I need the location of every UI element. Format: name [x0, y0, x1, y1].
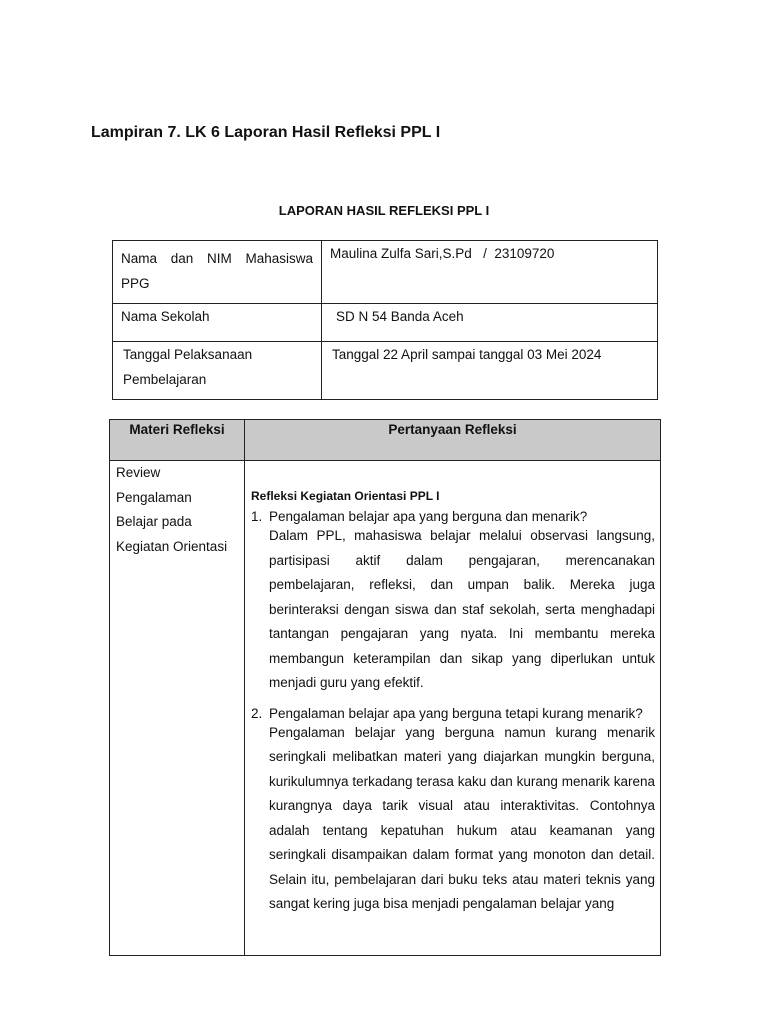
- name-label-cell: [113, 241, 322, 304]
- date-label-line2: Pembelajaran: [123, 372, 207, 387]
- section-title: Refleksi Kegiatan Orientasi PPL I: [251, 489, 440, 503]
- date-value-cell: [322, 342, 658, 400]
- question-item: [251, 706, 655, 917]
- question-text: Pengalaman belajar apa yang berguna dan menarik?: [269, 509, 588, 524]
- question-text: Pengalaman belajar apa yang berguna tetapi kurang menarik?: [269, 705, 643, 721]
- identity-table: [112, 240, 658, 400]
- table-row: [113, 342, 658, 400]
- material-line: Pengalaman: [116, 489, 192, 505]
- material-line: Kegiatan Orientasi: [116, 538, 228, 554]
- table-row: [113, 304, 658, 342]
- question-item: [251, 509, 655, 696]
- school-label: Nama Sekolah: [121, 309, 210, 324]
- material-header: Materi Refleksi: [110, 420, 245, 461]
- name-label-line1: Nama dan NIM Mahasiswa: [121, 251, 313, 266]
- date-label-cell: [113, 342, 322, 400]
- student-name-nim: Maulina Zulfa Sari,S.Pd / 23109720: [330, 246, 555, 261]
- question-header: Pertanyaan Refleksi: [245, 420, 661, 461]
- table-row: [113, 241, 658, 304]
- material-line: Review: [116, 465, 161, 480]
- school-value-cell: [322, 304, 658, 342]
- question-number: 1.: [251, 509, 263, 524]
- material-line: Belajar pada: [116, 514, 192, 529]
- school-name: SD N 54 Banda Aceh: [336, 309, 464, 324]
- appendix-title: Lampiran 7. LK 6 Laporan Hasil Refleksi PPL I: [91, 124, 441, 141]
- school-label-cell: [113, 304, 322, 342]
- name-label-line2: PPG: [121, 276, 150, 291]
- reflection-table: [109, 419, 661, 956]
- date-label-line1: Tanggal Pelaksanaan: [123, 347, 253, 362]
- question-number: 2.: [251, 705, 263, 721]
- answer-text: Pengalaman belajar yang berguna namun kurang menarik seringkali melibatkan materi yang diajarkan mungkin berguna, kurikulumnya terkadang terasa kaku dan kurang menarik karena kurangnya daya tarik visual atau interaktivitas. Contohnya adalah tentang kepatuhan hukum atau keamanan yang seringkali disampaikan dalam format yang monoton dan detail. Selain itu, pembelajaran dari buku teks atau materi teknis yang sangat kering juga bisa menjadi pengalaman belajar yang: [269, 724, 655, 911]
- report-title: LAPORAN HASIL REFLEKSI PPL I: [278, 203, 490, 218]
- table-header-row: [110, 420, 661, 461]
- answer-text: Dalam PPL, mahasiswa belajar melalui observasi langsung, partisipasi aktif dalam pengajaran, merencanakan pembelajaran, refleksi, dan umpan balik. Mereka juga berinteraksi dengan siswa dan staf sekolah, serta menghadapi tantangan pengajaran yang nyata. Ini membantu mereka membangun keterampilan dan sikap yang diperlukan untuk menjadi guru yang efektif.: [269, 528, 655, 690]
- material-cell: [110, 461, 245, 956]
- table-row: [110, 461, 661, 956]
- question-cell: [245, 461, 661, 956]
- name-value-cell: [322, 241, 658, 304]
- date-value: Tanggal 22 April sampai tanggal 03 Mei 2024: [332, 347, 602, 362]
